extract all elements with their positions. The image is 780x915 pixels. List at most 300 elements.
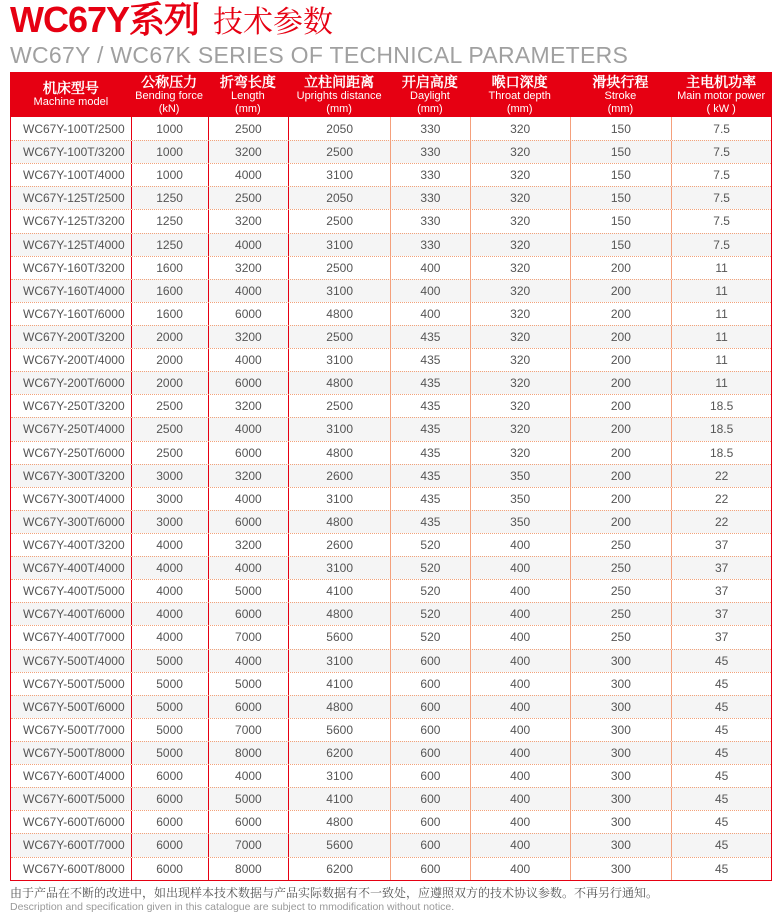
table-cell: 350 — [470, 511, 570, 533]
table-row — [11, 787, 771, 810]
table-cell: 320 — [470, 280, 570, 302]
table-cell: 7.5 — [671, 117, 771, 140]
table-cell: 4000 — [208, 557, 289, 579]
table-row — [11, 533, 771, 556]
table-cell: WC67Y-600T/4000 — [23, 769, 125, 784]
table-cell: WC67Y-300T/6000 — [23, 514, 125, 529]
table-cell: 2500 — [131, 442, 208, 464]
table-cell: 435 — [390, 511, 470, 533]
table-cell: 4000 — [208, 280, 289, 302]
table-cell: 150 — [570, 117, 672, 140]
table-cell: 11 — [671, 372, 771, 394]
table-cell: WC67Y-400T/7000 — [23, 630, 125, 645]
table-row — [11, 186, 771, 209]
table-cell: WC67Y-500T/8000 — [23, 746, 125, 760]
table-cell: WC67Y-200T/3200 — [23, 330, 125, 345]
table-cell: 4000 — [131, 557, 208, 579]
table-cell: 320 — [470, 234, 570, 256]
table-cell: 2050 — [288, 187, 390, 209]
table-cell: 250 — [570, 557, 672, 579]
table-cell: WC67Y-160T/3200 — [23, 260, 125, 275]
table-cell: WC67Y-400T/6000 — [23, 607, 125, 622]
table-cell: 3100 — [288, 234, 390, 256]
table-cell: 45 — [671, 834, 771, 856]
table-cell: 3200 — [208, 210, 289, 232]
table-cell: 11 — [671, 280, 771, 302]
table-cell: 5000 — [131, 673, 208, 695]
column-header-en: Main motor power — [677, 89, 766, 102]
table-cell: WC67Y-100T/2500 — [23, 121, 125, 136]
column-header-zh: 立柱间距离 — [304, 73, 375, 90]
table-cell: 6000 — [208, 442, 289, 464]
table-cell: 400 — [470, 858, 570, 880]
table-cell: 4800 — [288, 696, 390, 718]
table-cell: 400 — [470, 719, 570, 741]
table-cell: 600 — [390, 673, 470, 695]
table-cell: 600 — [390, 811, 470, 833]
table-cell: 45 — [671, 719, 771, 741]
table-cell: 3200 — [208, 326, 289, 348]
table-cell: 4800 — [288, 811, 390, 833]
table-cell: 200 — [570, 511, 672, 533]
table-cell: 600 — [390, 719, 470, 741]
table-cell: 4800 — [288, 442, 390, 464]
table-cell: 6200 — [288, 858, 390, 880]
column-header — [131, 72, 208, 117]
table-cell: WC67Y-400T/4000 — [23, 561, 125, 576]
table-cell: 520 — [390, 580, 470, 602]
table-cell: 3000 — [131, 511, 208, 533]
table-cell: WC67Y-100T/3200 — [23, 145, 125, 160]
table-cell: 6000 — [208, 603, 289, 625]
table-row — [11, 695, 771, 718]
table-cell: 6000 — [208, 372, 289, 394]
column-header — [288, 72, 390, 117]
table-cell: 5000 — [208, 673, 289, 695]
table-cell: 22 — [671, 511, 771, 533]
table-cell: 18.5 — [671, 418, 771, 440]
table-cell: 1600 — [131, 257, 208, 279]
table-cell: 150 — [570, 187, 672, 209]
table-cell: 350 — [470, 465, 570, 487]
table-cell: 320 — [470, 210, 570, 232]
table-cell: 330 — [390, 210, 470, 232]
table-cell: WC67Y-600T/7000 — [23, 838, 125, 853]
table-row — [11, 279, 771, 302]
table-row — [11, 394, 771, 417]
table-cell: 5000 — [131, 650, 208, 672]
table-row — [11, 117, 771, 140]
table-cell: 3000 — [131, 465, 208, 487]
table-cell: 435 — [390, 488, 470, 510]
table-cell: 300 — [570, 696, 672, 718]
table-cell: 1250 — [131, 234, 208, 256]
table-cell: 2500 — [288, 395, 390, 417]
table-cell: 3200 — [208, 534, 289, 556]
table-cell: 4000 — [131, 626, 208, 648]
table-cell: 5000 — [131, 742, 208, 764]
table-row — [11, 764, 771, 787]
table-cell: 22 — [671, 488, 771, 510]
table-cell: 4100 — [288, 580, 390, 602]
table-cell: 2600 — [288, 534, 390, 556]
column-header — [671, 72, 771, 117]
table-cell: 2500 — [288, 210, 390, 232]
table-cell: 520 — [390, 534, 470, 556]
table-cell: 7.5 — [671, 234, 771, 256]
table-cell: 2000 — [131, 372, 208, 394]
table-row — [11, 833, 771, 856]
table-cell: 8000 — [208, 742, 289, 764]
column-header — [11, 72, 131, 117]
table-cell: 4800 — [288, 372, 390, 394]
table-header — [11, 72, 771, 117]
table-cell: 45 — [671, 858, 771, 880]
table-cell: 600 — [390, 834, 470, 856]
table-cell: 200 — [570, 372, 672, 394]
table-cell: 4100 — [288, 673, 390, 695]
column-header-en: Length — [231, 89, 265, 102]
table-cell: 3100 — [288, 280, 390, 302]
table-body — [11, 117, 771, 880]
table-cell: 7.5 — [671, 187, 771, 209]
table-cell: 37 — [671, 603, 771, 625]
table-cell: 2500 — [131, 418, 208, 440]
table-cell: 150 — [570, 164, 672, 186]
table-cell: 5000 — [208, 580, 289, 602]
table-cell: 3000 — [131, 488, 208, 510]
table-cell: 4000 — [131, 580, 208, 602]
table-cell: 2050 — [288, 117, 390, 140]
table-cell: WC67Y-125T/4000 — [23, 237, 125, 252]
table-cell: 4000 — [208, 488, 289, 510]
column-header-unit: (mm) — [417, 102, 443, 115]
table-row — [11, 602, 771, 625]
table-cell: 7000 — [208, 626, 289, 648]
table-cell: 5000 — [131, 696, 208, 718]
table-cell: 300 — [570, 719, 672, 741]
table-cell: WC67Y-250T/6000 — [23, 445, 125, 460]
table-cell: 45 — [671, 650, 771, 672]
table-cell: 1600 — [131, 280, 208, 302]
table-cell: WC67Y-160T/6000 — [23, 306, 125, 321]
table-cell: 400 — [390, 257, 470, 279]
table-cell: 3200 — [208, 395, 289, 417]
table-row — [11, 672, 771, 695]
table-cell: 400 — [470, 626, 570, 648]
table-cell: 300 — [570, 742, 672, 764]
table-row — [11, 556, 771, 579]
table-cell: 2500 — [208, 117, 289, 140]
table-cell: 200 — [570, 280, 672, 302]
column-header-zh: 滑块行程 — [592, 73, 649, 90]
column-header-zh: 折弯长度 — [219, 73, 276, 90]
table-cell: 400 — [470, 811, 570, 833]
table-cell: 4000 — [208, 650, 289, 672]
column-header-zh: 主电机功率 — [686, 73, 757, 90]
table-cell: 250 — [570, 603, 672, 625]
table-cell: WC67Y-500T/7000 — [23, 722, 125, 737]
table-cell: 4100 — [288, 788, 390, 810]
table-cell: 3200 — [208, 141, 289, 163]
table-cell: 1000 — [131, 164, 208, 186]
table-cell: 7.5 — [671, 141, 771, 163]
table-cell: 435 — [390, 395, 470, 417]
table-cell: 4000 — [131, 603, 208, 625]
parameters-table — [10, 72, 772, 881]
column-header-zh: 公称压力 — [141, 73, 198, 90]
table-cell: 2500 — [288, 257, 390, 279]
table-cell: 1600 — [131, 303, 208, 325]
table-row — [11, 140, 771, 163]
table-cell: 2500 — [131, 395, 208, 417]
table-cell: 2500 — [288, 326, 390, 348]
table-cell: 300 — [570, 765, 672, 787]
table-cell: WC67Y-200T/4000 — [23, 353, 125, 368]
table-cell: 320 — [470, 141, 570, 163]
table-cell: 1000 — [131, 117, 208, 140]
table-cell: 400 — [470, 580, 570, 602]
table-cell: WC67Y-100T/4000 — [23, 168, 125, 183]
table-cell: 11 — [671, 257, 771, 279]
table-cell: 6000 — [131, 834, 208, 856]
table-row — [11, 256, 771, 279]
table-cell: WC67Y-500T/6000 — [23, 699, 125, 714]
table-row — [11, 441, 771, 464]
table-cell: 7000 — [208, 834, 289, 856]
column-header-en: Bending force — [135, 89, 204, 102]
table-cell: WC67Y-500T/4000 — [23, 653, 125, 668]
table-cell: 200 — [570, 465, 672, 487]
table-cell: 350 — [470, 488, 570, 510]
table-cell: WC67Y-400T/5000 — [23, 584, 125, 599]
table-cell: 320 — [470, 187, 570, 209]
title-suffix: 技术参数 — [213, 6, 334, 39]
table-cell: 200 — [570, 257, 672, 279]
column-header-zh: 喉口深度 — [491, 73, 548, 90]
table-cell: 150 — [570, 141, 672, 163]
table-cell: 37 — [671, 626, 771, 648]
table-row — [11, 371, 771, 394]
table-cell: 45 — [671, 811, 771, 833]
table-cell: 250 — [570, 580, 672, 602]
table-cell: 320 — [470, 117, 570, 140]
table-cell: 2000 — [131, 326, 208, 348]
table-cell: 320 — [470, 349, 570, 371]
column-header-unit: (mm) — [506, 102, 533, 115]
table-cell: 11 — [671, 326, 771, 348]
table-cell: 4000 — [208, 418, 289, 440]
column-header-unit: (mm) — [326, 102, 352, 115]
table-cell: WC67Y-600T/8000 — [23, 861, 125, 876]
table-row — [11, 417, 771, 440]
column-header-en: Uprights distance — [296, 89, 382, 102]
table-row — [11, 579, 771, 602]
table-cell: 4000 — [208, 164, 289, 186]
table-cell: 3100 — [288, 557, 390, 579]
table-cell: 400 — [470, 534, 570, 556]
table-cell: 3100 — [288, 418, 390, 440]
table-cell: WC67Y-300T/4000 — [23, 491, 125, 506]
table-cell: 6000 — [208, 696, 289, 718]
table-cell: 300 — [570, 673, 672, 695]
table-cell: 3100 — [288, 650, 390, 672]
table-cell: WC67Y-500T/5000 — [23, 676, 125, 691]
table-cell: 200 — [570, 418, 672, 440]
column-header — [470, 72, 570, 117]
table-cell: WC67Y-400T/3200 — [23, 538, 125, 553]
table-cell: 435 — [390, 349, 470, 371]
table-cell: 22 — [671, 465, 771, 487]
table-cell: 520 — [390, 626, 470, 648]
table-cell: 320 — [470, 164, 570, 186]
table-cell: 7.5 — [671, 164, 771, 186]
table-cell: 5000 — [208, 788, 289, 810]
table-cell: 400 — [390, 303, 470, 325]
table-cell: 200 — [570, 349, 672, 371]
table-cell: 5600 — [288, 834, 390, 856]
table-cell: 320 — [470, 257, 570, 279]
table-cell: 6000 — [208, 511, 289, 533]
table-cell: 435 — [390, 465, 470, 487]
table-row — [11, 857, 771, 880]
table-row — [11, 302, 771, 325]
table-cell: WC67Y-200T/6000 — [23, 376, 125, 391]
table-cell: 6000 — [208, 303, 289, 325]
column-header-zh: 机床型号 — [42, 80, 99, 96]
table-cell: 6000 — [131, 765, 208, 787]
table-cell: WC67Y-125T/3200 — [23, 214, 125, 229]
table-row — [11, 741, 771, 764]
table-cell: 45 — [671, 765, 771, 787]
table-cell: 45 — [671, 788, 771, 810]
table-cell: 1000 — [131, 141, 208, 163]
table-cell: 320 — [470, 326, 570, 348]
table-cell: 3200 — [208, 257, 289, 279]
column-header-en: Daylight — [410, 89, 450, 102]
table-cell: WC67Y-600T/6000 — [23, 815, 125, 830]
table-cell: 200 — [570, 442, 672, 464]
table-cell: 2500 — [288, 141, 390, 163]
table-cell: 6000 — [131, 858, 208, 880]
table-cell: 2600 — [288, 465, 390, 487]
table-cell: 3200 — [208, 465, 289, 487]
footer-note-zh: 由于产品在不断的改进中，如出现样本技术数据与产品实际数据有不一致处，应遵照双方的技术协议参数。不再另行通知。 — [10, 886, 659, 900]
table-cell: 11 — [671, 303, 771, 325]
table-cell: 435 — [390, 442, 470, 464]
table-cell: 520 — [390, 603, 470, 625]
table-cell: 300 — [570, 650, 672, 672]
table-cell: 200 — [570, 488, 672, 510]
table-cell: 300 — [570, 811, 672, 833]
table-cell: 330 — [390, 187, 470, 209]
table-cell: 250 — [570, 534, 672, 556]
column-header-en: Throat depth — [488, 89, 551, 102]
table-cell: 4000 — [208, 765, 289, 787]
table-cell: 400 — [470, 650, 570, 672]
table-cell: 330 — [390, 117, 470, 140]
table-cell: 520 — [390, 557, 470, 579]
table-cell: 1250 — [131, 210, 208, 232]
table-cell: 320 — [470, 395, 570, 417]
table-cell: 3100 — [288, 765, 390, 787]
series-title: WC67Y系列 — [10, 0, 200, 40]
table-cell: 3100 — [288, 349, 390, 371]
table-cell: 8000 — [208, 858, 289, 880]
table-row — [11, 163, 771, 186]
table-cell: WC67Y-125T/2500 — [23, 191, 125, 206]
page-subtitle: WC67Y / WC67K SERIES OF TECHNICAL PARAMETERS — [10, 42, 629, 68]
table-cell: 11 — [671, 349, 771, 371]
table-cell: 600 — [390, 742, 470, 764]
table-cell: 4800 — [288, 511, 390, 533]
table-cell: 400 — [470, 742, 570, 764]
column-header-unit: ( kW ) — [706, 102, 736, 115]
table-cell: 600 — [390, 696, 470, 718]
table-row — [11, 649, 771, 672]
table-cell: 600 — [390, 788, 470, 810]
table-row — [11, 325, 771, 348]
table-cell: 45 — [671, 742, 771, 764]
table-row — [11, 487, 771, 510]
table-cell: 400 — [470, 765, 570, 787]
table-cell: 250 — [570, 626, 672, 648]
table-cell: 435 — [390, 326, 470, 348]
table-cell: 435 — [390, 372, 470, 394]
table-cell: 200 — [570, 395, 672, 417]
table-cell: 320 — [470, 372, 570, 394]
table-cell: 330 — [390, 141, 470, 163]
table-cell: 6200 — [288, 742, 390, 764]
table-cell: 5600 — [288, 719, 390, 741]
table-cell: 320 — [470, 303, 570, 325]
table-cell: 7000 — [208, 719, 289, 741]
table-row — [11, 810, 771, 833]
table-cell: 3100 — [288, 488, 390, 510]
table-cell: 18.5 — [671, 395, 771, 417]
table-row — [11, 625, 771, 648]
column-header-en: Stroke — [604, 89, 637, 102]
table-cell: 6000 — [131, 811, 208, 833]
table-cell: 400 — [470, 603, 570, 625]
table-row — [11, 718, 771, 741]
table-cell: 400 — [470, 696, 570, 718]
column-header-zh: 开启高度 — [401, 73, 458, 90]
table-cell: WC67Y-250T/4000 — [23, 422, 125, 437]
table-cell: 4800 — [288, 303, 390, 325]
table-cell: 320 — [470, 442, 570, 464]
table-cell: 330 — [390, 164, 470, 186]
column-header-unit: (mm) — [235, 102, 261, 115]
table-row — [11, 464, 771, 487]
table-cell: 2500 — [208, 187, 289, 209]
table-row — [11, 510, 771, 533]
table-cell: 4000 — [208, 349, 289, 371]
table-cell: WC67Y-250T/3200 — [23, 399, 125, 414]
table-row — [11, 233, 771, 256]
table-cell: 320 — [470, 418, 570, 440]
table-cell: 330 — [390, 234, 470, 256]
table-cell: 37 — [671, 580, 771, 602]
table-cell: 45 — [671, 696, 771, 718]
table-cell: 5600 — [288, 626, 390, 648]
table-cell: WC67Y-160T/4000 — [23, 283, 125, 298]
table-cell: 200 — [570, 303, 672, 325]
table-cell: 600 — [390, 765, 470, 787]
table-cell: 600 — [390, 650, 470, 672]
table-cell: 400 — [470, 557, 570, 579]
table-row — [11, 348, 771, 371]
